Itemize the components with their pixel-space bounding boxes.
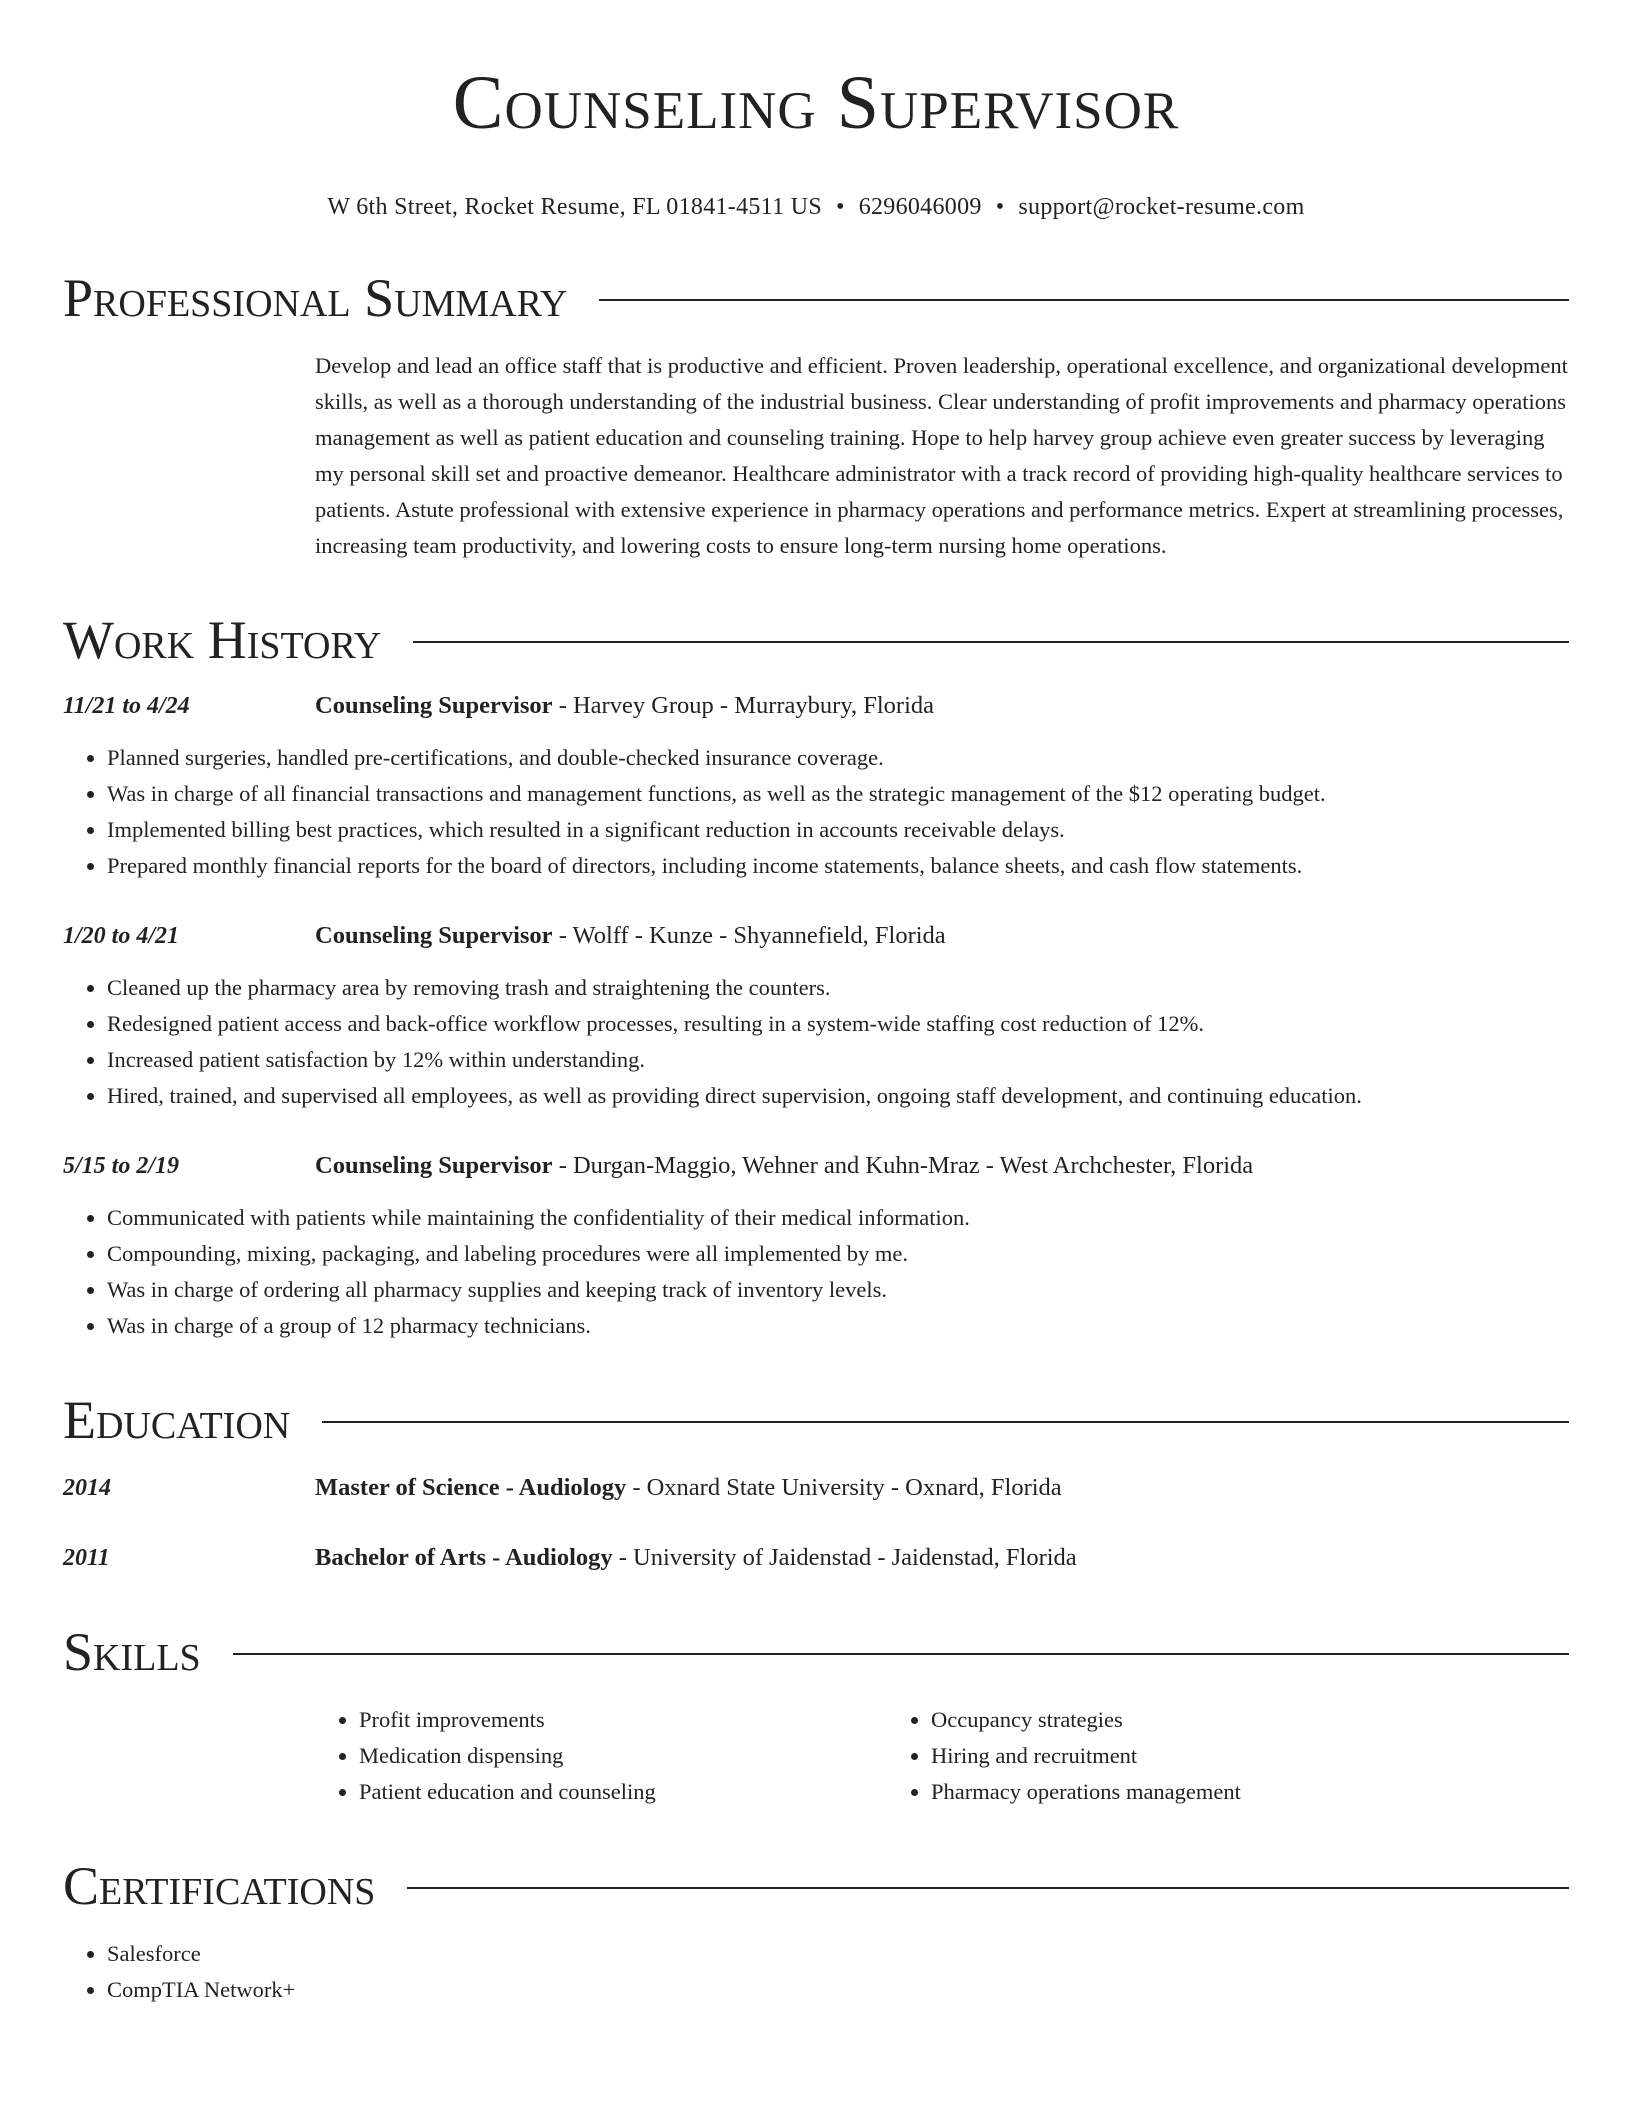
contact-phone: 6296046009 <box>858 194 982 220</box>
certifications-heading: Certifications <box>63 1856 376 1916</box>
job-bullet: • Hired, trained, and supervised all employees, as well as providing direct supervision, ongoing staff development, and continuing education. <box>107 1078 1569 1114</box>
job-title-line <box>315 918 1569 954</box>
education-year: 2014 <box>63 1475 111 1501</box>
skill-item: • Profit improvements <box>359 1702 887 1738</box>
job-title-line <box>315 688 1569 724</box>
education-degree: Bachelor of Arts - Audiology <box>315 1544 613 1571</box>
skill-item: • Patient education and counseling <box>359 1774 887 1810</box>
education-line <box>315 1540 1569 1576</box>
job-entry <box>63 688 1569 884</box>
job-entry <box>63 1148 1569 1344</box>
section-divider <box>233 1653 1569 1655</box>
education-section-header <box>63 1388 1569 1452</box>
summary-text: Develop and lead an office staff that is productive and efficient. Proven leadership, operational excellence, and organizational development skills, as well as a thorough understanding of the industrial business. Clear understanding of profit improvements and pharmacy operations management as well as patient education and counseling training. Hope to help harvey group achieve even greater success by leveraging my personal skill set and proactive demeanor. Healthcare administrator with a track record of providing high-quality healthcare services to patients. Astute professional with extensive experience in pharmacy operations and performance metrics. Expert at streamlining processes, increasing team productivity, and lowering costs to ensure long-term nursing home operations. <box>315 353 1568 558</box>
education-school: - Oxnard State University - Oxnard, Florida <box>626 1474 1062 1501</box>
skills-column-left <box>315 1702 887 1810</box>
education-entry <box>63 1470 1569 1506</box>
job-bullet: • Compounding, mixing, packaging, and labeling procedures were all implemented by me. <box>107 1236 1569 1272</box>
job-dates: 5/15 to 2/19 <box>63 1153 180 1179</box>
section-divider <box>407 1887 1569 1889</box>
job-bullet: • Increased patient satisfaction by 12% within understanding. <box>107 1042 1569 1078</box>
job-bullet: • Planned surgeries, handled pre-certifications, and double-checked insurance coverage. <box>107 740 1569 776</box>
section-divider <box>322 1421 1569 1423</box>
contact-separator: • <box>835 194 845 220</box>
job-bullet: • Was in charge of a group of 12 pharmacy technicians. <box>107 1308 1569 1344</box>
education-year: 2011 <box>63 1545 110 1571</box>
summary-section-header <box>63 266 1569 330</box>
job-bullet: • Was in charge of ordering all pharmacy supplies and keeping track of inventory levels. <box>107 1272 1569 1308</box>
job-title: Counseling Supervisor <box>315 1152 553 1179</box>
skills-section-header <box>63 1620 1569 1684</box>
skill-item: • Medication dispensing <box>359 1738 887 1774</box>
job-title: Counseling Supervisor <box>315 692 553 719</box>
education-entry <box>63 1540 1569 1576</box>
job-bullets <box>63 970 1569 1114</box>
section-divider <box>599 299 1569 301</box>
certifications-list <box>63 1936 1569 2008</box>
certification-item: • Salesforce <box>107 1936 1569 1972</box>
certifications-bullets <box>63 1936 1569 2008</box>
job-employer: - Wolff - Kunze - Shyannefield, Florida <box>552 922 946 949</box>
education-line <box>315 1470 1569 1506</box>
job-bullets <box>63 1200 1569 1344</box>
skills-heading: Skills <box>63 1622 201 1682</box>
job-dates: 1/20 to 4/21 <box>63 923 180 949</box>
job-bullet: • Communicated with patients while maintaining the confidentiality of their medical information. <box>107 1200 1569 1236</box>
contact-email[interactable]: support@rocket-resume.com <box>1018 194 1305 220</box>
work-section-header <box>63 608 1569 672</box>
skill-item: • Occupancy strategies <box>931 1702 1459 1738</box>
education-degree: Master of Science - Audiology <box>315 1474 627 1501</box>
skill-item: • Hiring and recruitment <box>931 1738 1459 1774</box>
work-heading: Work History <box>63 610 382 670</box>
job-bullets <box>63 740 1569 884</box>
job-title: Counseling Supervisor <box>315 922 553 949</box>
job-bullet: • Cleaned up the pharmacy area by removing trash and straightening the counters. <box>107 970 1569 1006</box>
contact-address: W 6th Street, Rocket Resume, FL 01841-4511 US <box>327 194 822 220</box>
job-entry <box>63 918 1569 1114</box>
contact-line <box>63 192 1569 222</box>
section-divider <box>413 641 1569 643</box>
job-employer: - Durgan-Maggio, Wehner and Kuhn-Mraz - West Archchester, Florida <box>552 1152 1254 1179</box>
job-employer: - Harvey Group - Murraybury, Florida <box>552 692 935 719</box>
education-school: - University of Jaidenstad - Jaidenstad, Florida <box>612 1544 1077 1571</box>
summary-heading: Professional Summary <box>63 268 568 328</box>
job-title-line <box>315 1148 1569 1184</box>
candidate-name: Counseling Supervisor <box>452 61 1180 145</box>
job-bullet: • Implemented billing best practices, which resulted in a significant reduction in accounts receivable delays. <box>107 812 1569 848</box>
certification-item: • CompTIA Network+ <box>107 1972 1569 2008</box>
job-dates: 11/21 to 4/24 <box>63 693 190 719</box>
skills-list <box>315 1702 1569 1810</box>
education-heading: Education <box>63 1390 291 1450</box>
job-bullet: • Prepared monthly financial reports for the board of directors, including income statements, balance sheets, and cash flow statements. <box>107 848 1569 884</box>
job-bullet: • Was in charge of all financial transactions and management functions, as well as the strategic management of the $12 operating budget. <box>107 776 1569 812</box>
skills-column-right <box>887 1702 1459 1810</box>
job-bullet: • Redesigned patient access and back-office workflow processes, resulting in a system-wide staffing cost reduction of 12%. <box>107 1006 1569 1042</box>
certifications-section-header <box>63 1854 1569 1918</box>
contact-separator: • <box>995 194 1005 220</box>
skill-item: • Pharmacy operations management <box>931 1774 1459 1810</box>
